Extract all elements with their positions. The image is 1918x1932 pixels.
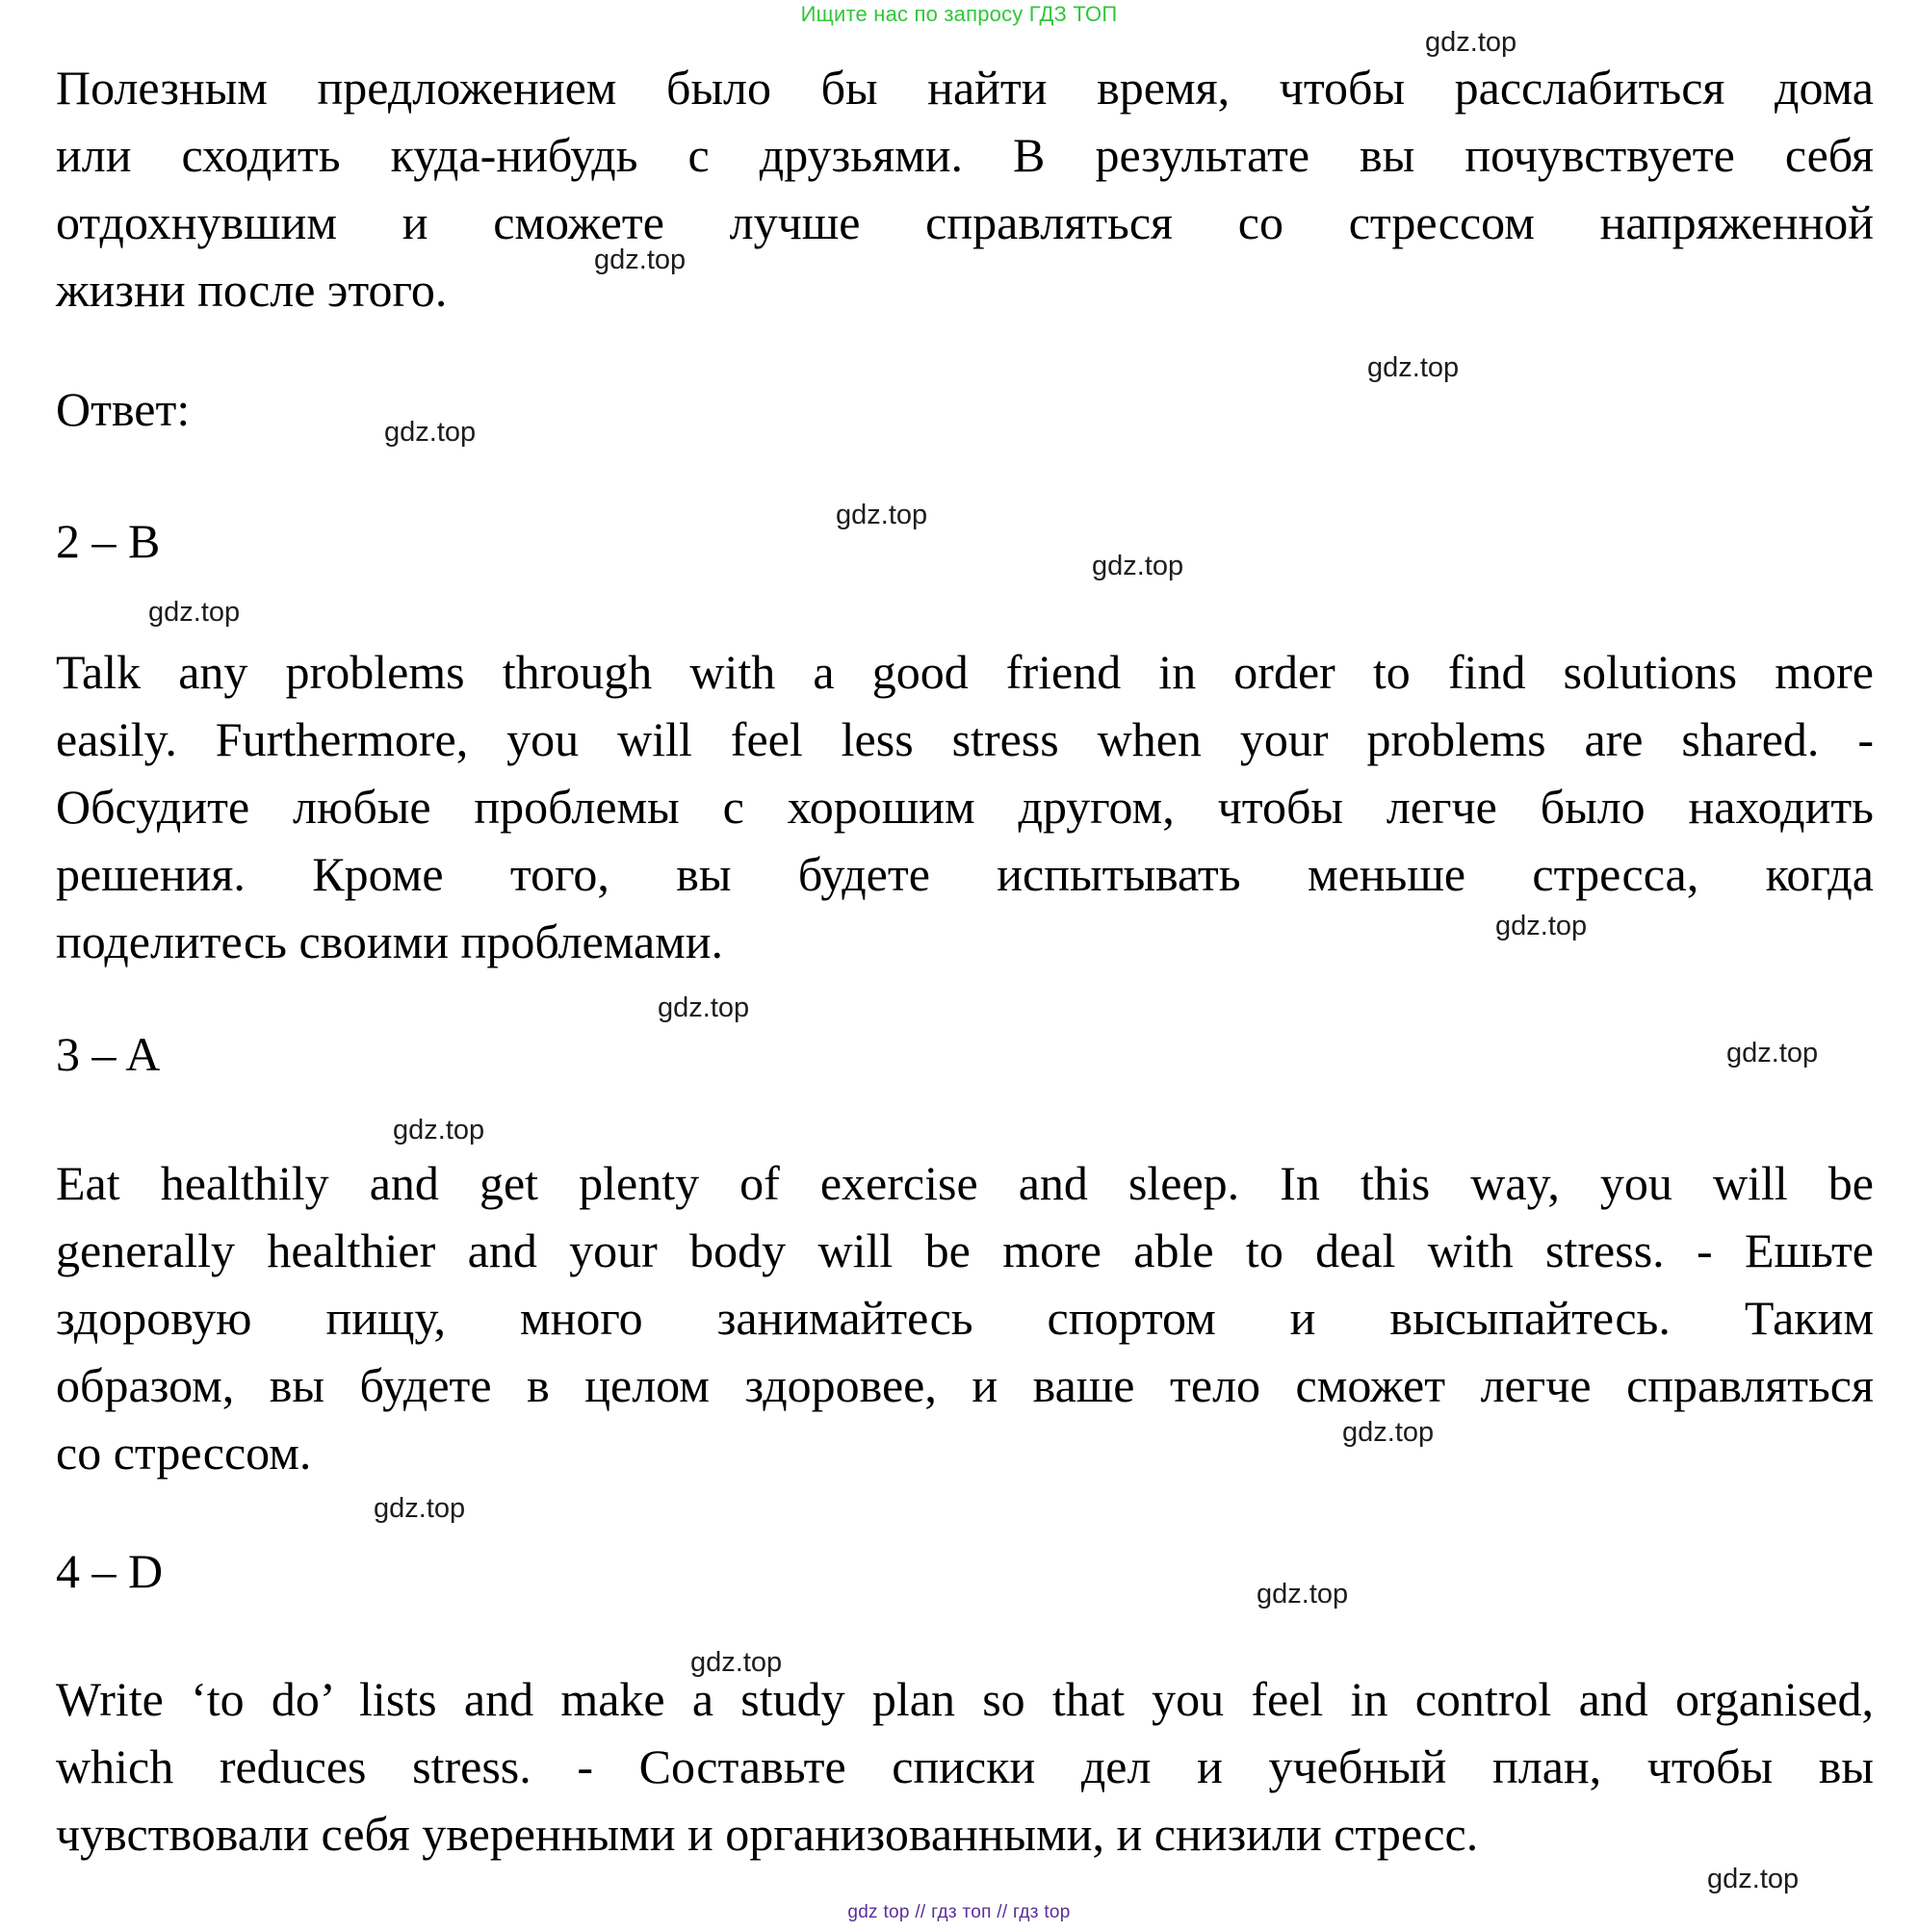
- footer-links: gdz top // гдз топ // гдз top: [847, 1902, 1071, 1922]
- text-line: здоровую пищу, много занимайтесь спортом и высыпайтесь. Таким: [56, 1291, 1874, 1345]
- text-line: образом, вы будете в целом здоровее, и ваше тело сможет легче справляться: [56, 1358, 1874, 1412]
- answer-item-3-text: [56, 1149, 1874, 1486]
- text-line: Talk any problems through with a good friend in order to find solutions more: [56, 645, 1874, 699]
- paragraph-translation-1: [56, 54, 1874, 323]
- answer-label: Ответ:: [56, 382, 191, 436]
- text-line: which reduces stress. - Составьте списки дел и учебный план, чтобы вы: [56, 1739, 1874, 1793]
- text-line: чувствовали себя уверенными и организованными, и снизили стресс.: [56, 1807, 1479, 1861]
- watermark-text: gdz.top: [690, 1647, 783, 1678]
- answer-item-2-text: [56, 638, 1874, 975]
- answer-item-4-heading: 4 – D: [56, 1544, 164, 1598]
- promo-banner-text: Ищите нас по запросу ГДЗ ТОП: [800, 2, 1118, 26]
- watermark-text: gdz.top: [1367, 352, 1460, 383]
- watermark-text: gdz.top: [1495, 911, 1588, 941]
- text-line: Eat healthily and get plenty of exercise and sleep. In this way, you will be: [56, 1156, 1874, 1210]
- text-line: generally healthier and your body will be more able to deal with stress. - Ешьте: [56, 1224, 1874, 1277]
- text-line: решения. Кроме того, вы будете испытывать меньше стресса, когда: [56, 847, 1874, 901]
- text-line: Полезным предложением было бы найти время, чтобы расслабиться дома: [56, 61, 1874, 115]
- text-line: поделитесь своими проблемами.: [56, 914, 724, 968]
- text-line: Write ‘to do’ lists and make a study plan so that you feel in control and organised,: [56, 1672, 1874, 1726]
- watermark-text: gdz.top: [1726, 1038, 1819, 1069]
- text-line: отдохнувшим и сможете лучше справляться со стрессом напряженной: [56, 195, 1874, 249]
- answer-item-3-heading: 3 – A: [56, 1027, 161, 1081]
- text-line: со стрессом.: [56, 1426, 312, 1480]
- text-line: или сходить куда-нибудь с друзьями. В результате вы почувствуете себя: [56, 128, 1874, 182]
- watermark-text: gdz.top: [1342, 1417, 1435, 1448]
- watermark-text: gdz.top: [594, 245, 687, 275]
- answer-item-4-text: [56, 1665, 1874, 1868]
- watermark-text: gdz.top: [658, 992, 750, 1023]
- text-line: Обсудите любые проблемы с хорошим другом, чтобы легче было находить: [56, 780, 1874, 834]
- watermark-text: gdz.top: [393, 1115, 485, 1146]
- watermark-text: gdz.top: [384, 417, 477, 448]
- watermark-text: gdz.top: [148, 597, 241, 628]
- watermark-text: gdz.top: [1092, 551, 1184, 581]
- watermark-text: gdz.top: [1707, 1864, 1800, 1894]
- text-line: жизни после этого.: [56, 263, 448, 317]
- answer-item-2-heading: 2 – B: [56, 514, 161, 568]
- watermark-text: gdz.top: [374, 1493, 466, 1524]
- text-line: easily. Furthermore, you will feel less stress when your problems are shared. -: [56, 712, 1874, 766]
- watermark-text: gdz.top: [1257, 1579, 1349, 1610]
- watermark-text: gdz.top: [1425, 27, 1517, 58]
- watermark-text: gdz.top: [836, 500, 928, 530]
